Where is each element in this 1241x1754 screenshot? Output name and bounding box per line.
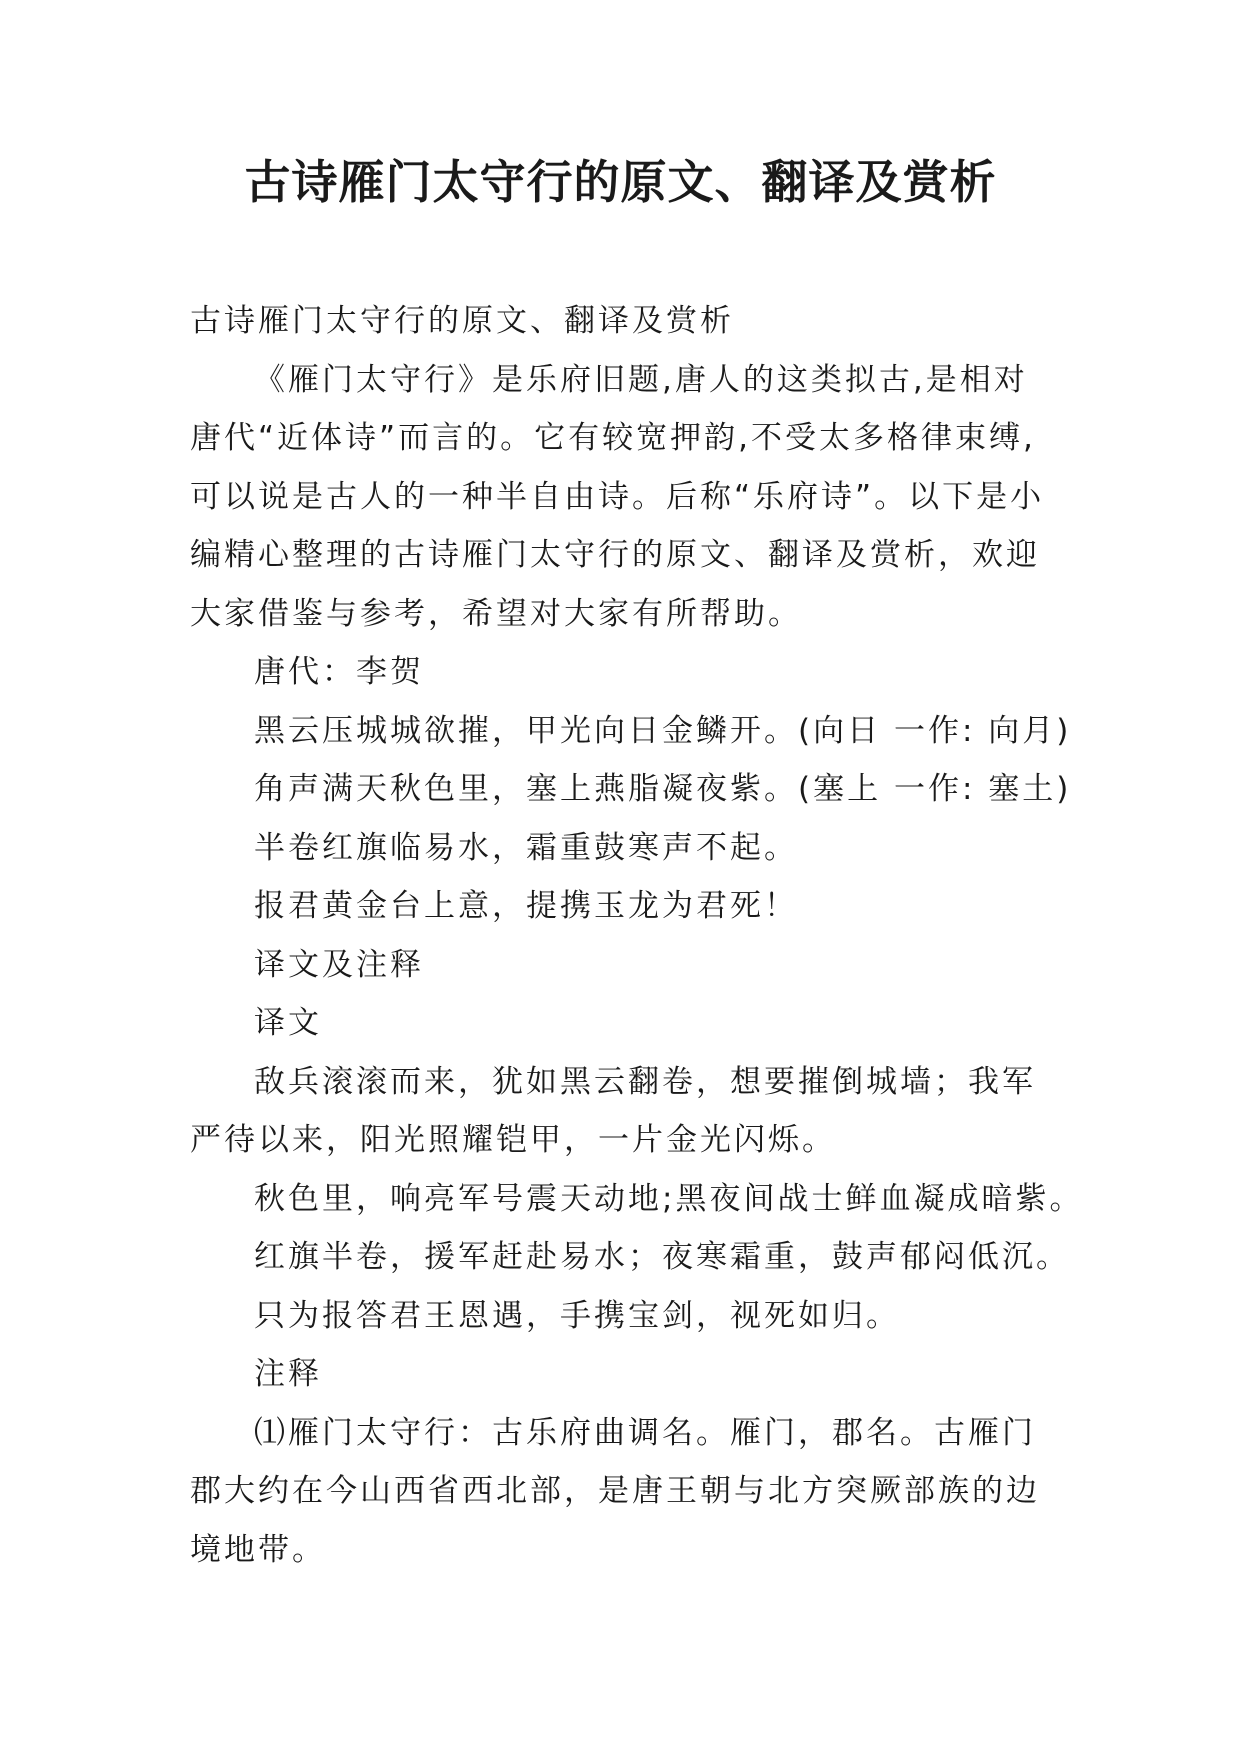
intro-paragraph: 《雁门太守行》是乐府旧题,唐人的这类拟古,是相对唐代“近体诗”而言的。它有较宽押韵,不受太多格律束缚,可以说是古人的一种半自由诗。后称“乐府诗”。以下是小编精心整理的古诗雁门太守行的原文、翻译及赏析，欢迎大家借鉴与参考，希望对大家有所帮助。 xyxy=(190,361,1045,632)
translation-line: 只为报答君王恩遇，手携宝剑，视死如归。 xyxy=(254,1297,900,1334)
section-heading-translation-notes: 译文及注释 xyxy=(254,946,424,983)
note-paragraph: ⑴雁门太守行：古乐府曲调名。雁门，郡名。古雁门郡大约在今山西省西北部，是唐王朝与北方突厥部族的边境地带。 xyxy=(190,1414,1040,1568)
translation-paragraph: 敌兵滚滚而来，犹如黑云翻卷，想要摧倒城墙；我军严待以来，阳光照耀铠甲，一片金光闪烁。 xyxy=(190,1063,1036,1158)
section-heading-notes: 注释 xyxy=(254,1356,322,1392)
document-title: 古诗雁门太守行的原文、翻译及赏析 xyxy=(244,155,997,209)
document-body xyxy=(190,292,1084,1579)
poem-line: 报君黄金台上意，提携玉龙为君死！ xyxy=(254,888,798,924)
poem-author: 唐代：李贺 xyxy=(254,654,424,690)
section-heading-translation: 译文 xyxy=(254,1005,322,1041)
translation-line: 秋色里，响亮军号震天动地;黑夜间战士鲜血凝成暗紫。 xyxy=(254,1180,1084,1217)
poem-line: 角声满天秋色里，塞上燕脂凝夜紫。(塞上 一作: 塞土) xyxy=(254,771,1072,807)
poem-line: 黑云压城城欲摧，甲光向日金鳞开。(向日 一作: 向月) xyxy=(254,712,1072,749)
subtitle: 古诗雁门太守行的原文、翻译及赏析 xyxy=(190,303,734,339)
translation-line: 红旗半卷，援军赶赴易水；夜寒霜重，鼓声郁闷低沉。 xyxy=(254,1239,1070,1275)
poem-line: 半卷红旗临易水，霜重鼓寒声不起。 xyxy=(254,829,798,866)
